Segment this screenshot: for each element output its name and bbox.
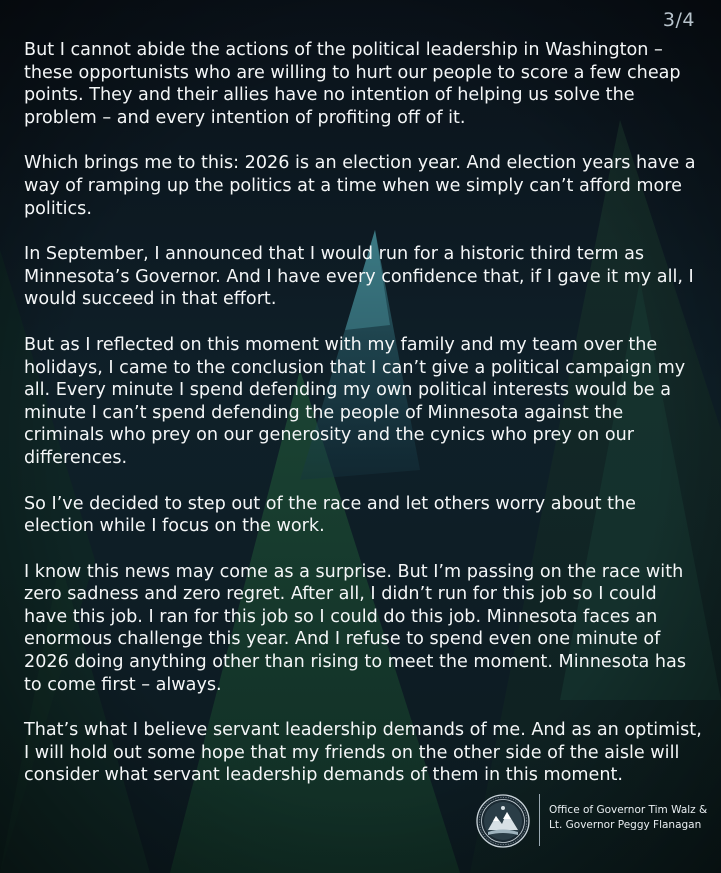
paragraph: That’s what I believe servant leadership demands of me. And as an optimist, I will hold out some hope that my friends on the other side of the aisle will consider what servant leadership demands of them in this moment. <box>24 720 702 786</box>
minnesota-state-seal-icon <box>476 794 530 848</box>
paragraph: I know this news may come as a surprise. But I’m passing on the race with zero sadness and zero regret. After all, I didn’t run for this job so I could have this job. I ran for this job so I could do this job. Minnesota faces an enormous challenge this year. And I refuse to spend even one minute of 2026 doing anything other than rising to meet the moment. Minnesota has to come first – always. <box>24 561 687 695</box>
paragraph: So I’ve decided to step out of the race and let others worry about the election while I focus on the work. <box>24 493 636 537</box>
paragraph: But as I reflected on this moment with my family and my team over the holidays, I came to the conclusion that I can’t give a political campaign my all. Every minute I spend defending my own political interests would be a minute I can’t spend defending the people of Minnesota against the criminals who prey on our generosity and the cynics who prey on our differences. <box>24 334 686 468</box>
footer-divider <box>539 794 540 846</box>
office-name <box>549 803 707 833</box>
paragraph: In September, I announced that I would run for a historic third term as Minnesota’s Governor. And I have every confidence that, if I gave it my all, I would succeed in that effort. <box>24 244 694 310</box>
office-line-2: Lt. Governor Peggy Flanagan <box>549 819 702 831</box>
paragraph: But I cannot abide the actions of the political leadership in Washington – these opportunists who are willing to hurt our people to score a few cheap points. They and their allies have no intention of helping us solve the problem – and every intention of profiting off of it. <box>24 40 681 128</box>
page-indicator: 3/4 <box>662 9 695 31</box>
office-line-1: Office of Governor Tim Walz & <box>549 804 708 816</box>
letter-body <box>24 39 704 810</box>
office-signature-block <box>476 790 711 850</box>
paragraph: Which brings me to this: 2026 is an election year. And election years have a way of ramping up the politics at a time when we simply can’t afford more politics. <box>24 153 696 219</box>
